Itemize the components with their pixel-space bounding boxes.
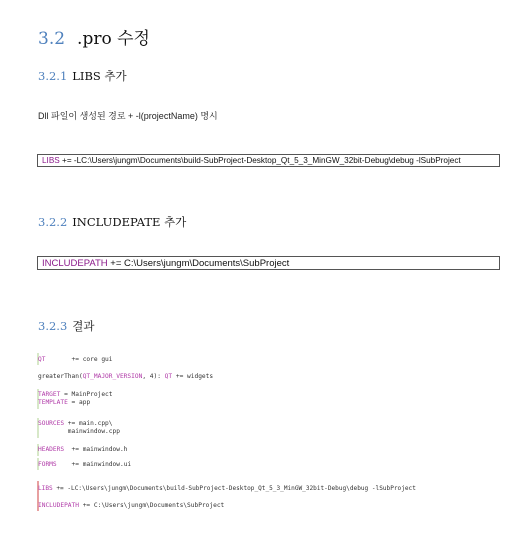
code-line [38, 420, 113, 427]
subsection-number: 3.2.1 [38, 69, 68, 83]
code-line [38, 373, 213, 380]
section-heading [38, 24, 150, 49]
subsection-number: 3.2.3 [38, 319, 68, 333]
code-var: QT_MAJOR_VERSION [82, 373, 143, 380]
section-number: 3.2 [38, 29, 66, 49]
code-text: mainwindow.cpp [38, 428, 120, 435]
code-line [38, 446, 127, 453]
code-var: INCLUDEPATH [38, 502, 79, 509]
code-text: += -LC:\Users\jungm\Documents\build-SubProject-Desktop_Qt_5_3_MinGW_32bit-Debug\debug -lSubProject [52, 485, 416, 492]
code-text: += C:\Users\jungm\Documents\SubProject [78, 502, 225, 509]
subsection-title: 결과 [72, 319, 95, 333]
code-var: QT [164, 373, 173, 380]
code-text: += mainwindow.ui [56, 461, 132, 468]
subsection-heading-result [38, 318, 94, 334]
code-text: greaterThan( [38, 373, 83, 380]
code-text: += main.cpp\ [64, 420, 113, 427]
includepath-keyword: INCLUDEPATH [42, 258, 108, 269]
code-var: LIBS [38, 485, 53, 492]
libs-code-text: += -LC:\Users\jungm\Documents\build-SubProject-Desktop_Qt_5_3_MinGW_32bit-Debug\debug -lSubProject [59, 156, 461, 165]
section-title: .pro 수정 [77, 29, 150, 49]
code-line [38, 485, 416, 492]
code-var: QT [38, 356, 46, 363]
code-line [38, 399, 90, 406]
code-line [38, 461, 131, 468]
code-line [38, 356, 113, 363]
includepath-code-text: += C:\Users\jungm\Documents\SubProject [107, 258, 290, 269]
code-text: += widgets [172, 373, 214, 380]
code-var: SOURCES [38, 420, 65, 427]
subsection-title: LIBS 추가 [72, 69, 127, 83]
code-var: TEMPLATE [38, 399, 68, 406]
code-var: TARGET [38, 391, 61, 398]
libs-keyword: LIBS [42, 156, 60, 165]
code-text: = MainProject [60, 391, 113, 398]
includepath-code-box [37, 256, 500, 270]
code-text: , 4): [142, 373, 165, 380]
code-text: += core gui [45, 356, 113, 363]
code-var: FORMS [38, 461, 57, 468]
subsection-heading-includepath [38, 214, 186, 230]
code-text: += mainwindow.h [64, 446, 128, 453]
subsection-heading-libs [38, 68, 127, 84]
code-text: = app [67, 399, 91, 406]
code-line [38, 502, 224, 509]
code-line [38, 428, 120, 435]
subsection-number: 3.2.2 [38, 215, 68, 229]
code-line [38, 391, 113, 398]
subsection-title: INCLUDEPATE 추가 [72, 215, 187, 229]
code-var: HEADERS [38, 446, 65, 453]
libs-description: Dll 파일이 생성된 경로 + -l(projectName) 명시 [38, 111, 218, 121]
libs-code-box [37, 154, 500, 167]
